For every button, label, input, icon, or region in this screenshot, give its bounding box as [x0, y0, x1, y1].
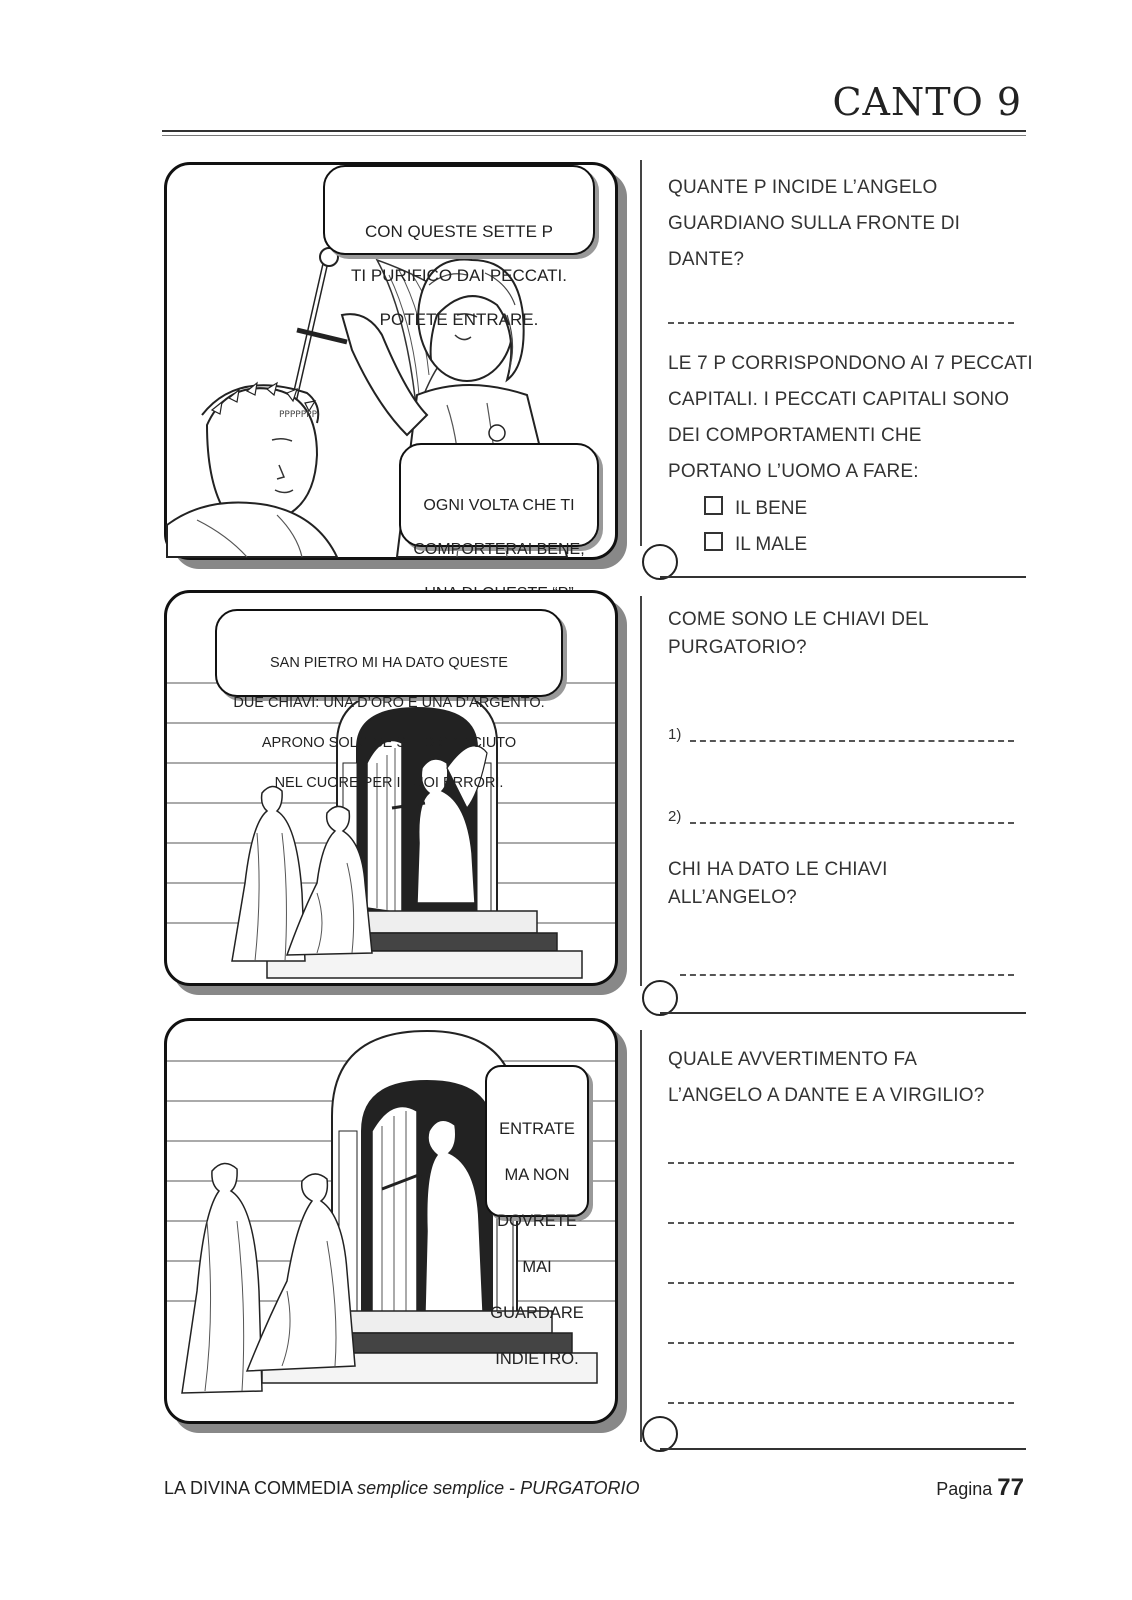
speech-bubble-angel-1 — [323, 165, 595, 329]
bubble-line: DOVRETE — [497, 1212, 577, 1230]
answer-number-1: 1) — [668, 726, 682, 743]
question-line: QUANTE P INCIDE L’ANGELO — [668, 177, 938, 198]
column-divider-1 — [640, 160, 642, 546]
option-label: IL BENE — [735, 498, 808, 519]
checkbox[interactable] — [704, 496, 723, 515]
answer-line[interactable] — [668, 1342, 1014, 1344]
bubble-line: ENTRATE — [499, 1120, 575, 1138]
answer-line-2[interactable] — [690, 822, 1014, 824]
question-line: COME SONO LE CHIAVI DEL — [668, 609, 929, 630]
title-rule-thin — [162, 135, 1026, 136]
bubble-line: CON QUESTE SETTE P — [365, 222, 553, 241]
section-rule — [660, 576, 1026, 578]
question-chiavi — [668, 606, 929, 662]
page-label: Pagina — [936, 1479, 993, 1499]
footer-book-title — [164, 1478, 640, 1499]
bubble-line: OGNI VOLTA CHE TI — [423, 497, 575, 514]
column-divider-2 — [640, 596, 642, 986]
comic-panel-3 — [164, 1018, 618, 1424]
section-rule — [660, 1012, 1026, 1014]
question-line: LE 7 P CORRISPONDONO AI 7 PECCATI — [668, 353, 1033, 374]
question-number-of-p — [668, 170, 960, 278]
question-line: ALL’ANGELO? — [668, 887, 797, 908]
question-line: GUARDIANO SULLA FRONTE DI — [668, 213, 961, 234]
comic-panel-2 — [164, 590, 618, 986]
forehead-p-marks: PPPPPPP — [279, 410, 317, 420]
page-number — [936, 1474, 1024, 1502]
question-avvertimento — [668, 1042, 984, 1114]
footer-section: PURGATORIO — [520, 1478, 640, 1498]
bubble-line: SAN PIETRO MI HA DATO QUESTE — [270, 655, 508, 671]
question-line: PURGATORIO? — [668, 637, 807, 658]
bubble-line: MA NON — [504, 1166, 570, 1184]
page-number-value: 77 — [997, 1474, 1024, 1501]
checkbox[interactable] — [704, 532, 723, 551]
speech-bubble-angel-keys — [215, 609, 563, 791]
answer-number-2: 2) — [668, 808, 682, 825]
question-line: PORTANO L’UOMO A FARE: — [668, 461, 919, 482]
answer-line[interactable] — [668, 1162, 1014, 1164]
bubble-line: NEL CUORE PER I TUOI ERRORI. — [274, 775, 504, 791]
answer-line[interactable] — [680, 974, 1014, 976]
bubble-line: POTETE ENTRARE. — [379, 310, 539, 329]
bubble-line: GUARDARE — [490, 1304, 584, 1322]
answer-line-1[interactable] — [690, 740, 1014, 742]
question-line: DEI COMPORTAMENTI CHE — [668, 425, 922, 446]
answer-line[interactable] — [668, 1222, 1014, 1224]
bubble-line: COMPORTERAI BENE, — [413, 541, 585, 558]
section-rule — [660, 1448, 1026, 1450]
question-chi-ha-dato — [668, 856, 888, 912]
bubble-line: APRONO SOLO SE SEI DISPIACIUTO — [261, 735, 517, 751]
question-line: QUALE AVVERTIMENTO FA — [668, 1049, 918, 1070]
comic-panel-1 — [164, 162, 618, 560]
question-line: CAPITALI. I PECCATI CAPITALI SONO — [668, 389, 1010, 410]
option-il-bene[interactable] — [704, 496, 807, 520]
bubble-line: TI PURIFICO DAI PECCATI. — [351, 266, 567, 285]
footer-subtitle: semplice semplice — [357, 1478, 505, 1498]
question-line: DANTE? — [668, 249, 745, 270]
option-il-male[interactable] — [704, 532, 807, 556]
option-label: IL MALE — [735, 534, 808, 555]
title-rule — [162, 130, 1026, 132]
answer-line[interactable] — [668, 1402, 1014, 1404]
section-circle-marker — [642, 1416, 678, 1452]
footer-book: LA DIVINA COMMEDIA — [164, 1478, 353, 1498]
bubble-line: MAI — [522, 1258, 552, 1276]
question-peccati-capitali — [668, 346, 1033, 490]
page-title: CANTO 9 — [832, 80, 1022, 124]
footer-separator: - — [504, 1478, 521, 1498]
bubble-line: DUE CHIAVI: UNA D’ORO E UNA D’ARGENTO. — [233, 695, 545, 711]
speech-bubble-angel-warning — [485, 1065, 589, 1368]
section-circle-marker — [642, 980, 678, 1016]
question-line: L’ANGELO A DANTE E A VIRGILIO? — [668, 1085, 985, 1106]
question-line: CHI HA DATO LE CHIAVI — [668, 859, 888, 880]
answer-line[interactable] — [668, 1282, 1014, 1284]
column-divider-3 — [640, 1030, 642, 1442]
speech-bubble-angel-2 — [399, 443, 599, 558]
section-circle-marker — [642, 544, 678, 580]
bubble-line: INDIETRO. — [495, 1350, 579, 1368]
answer-line[interactable] — [668, 322, 1014, 324]
